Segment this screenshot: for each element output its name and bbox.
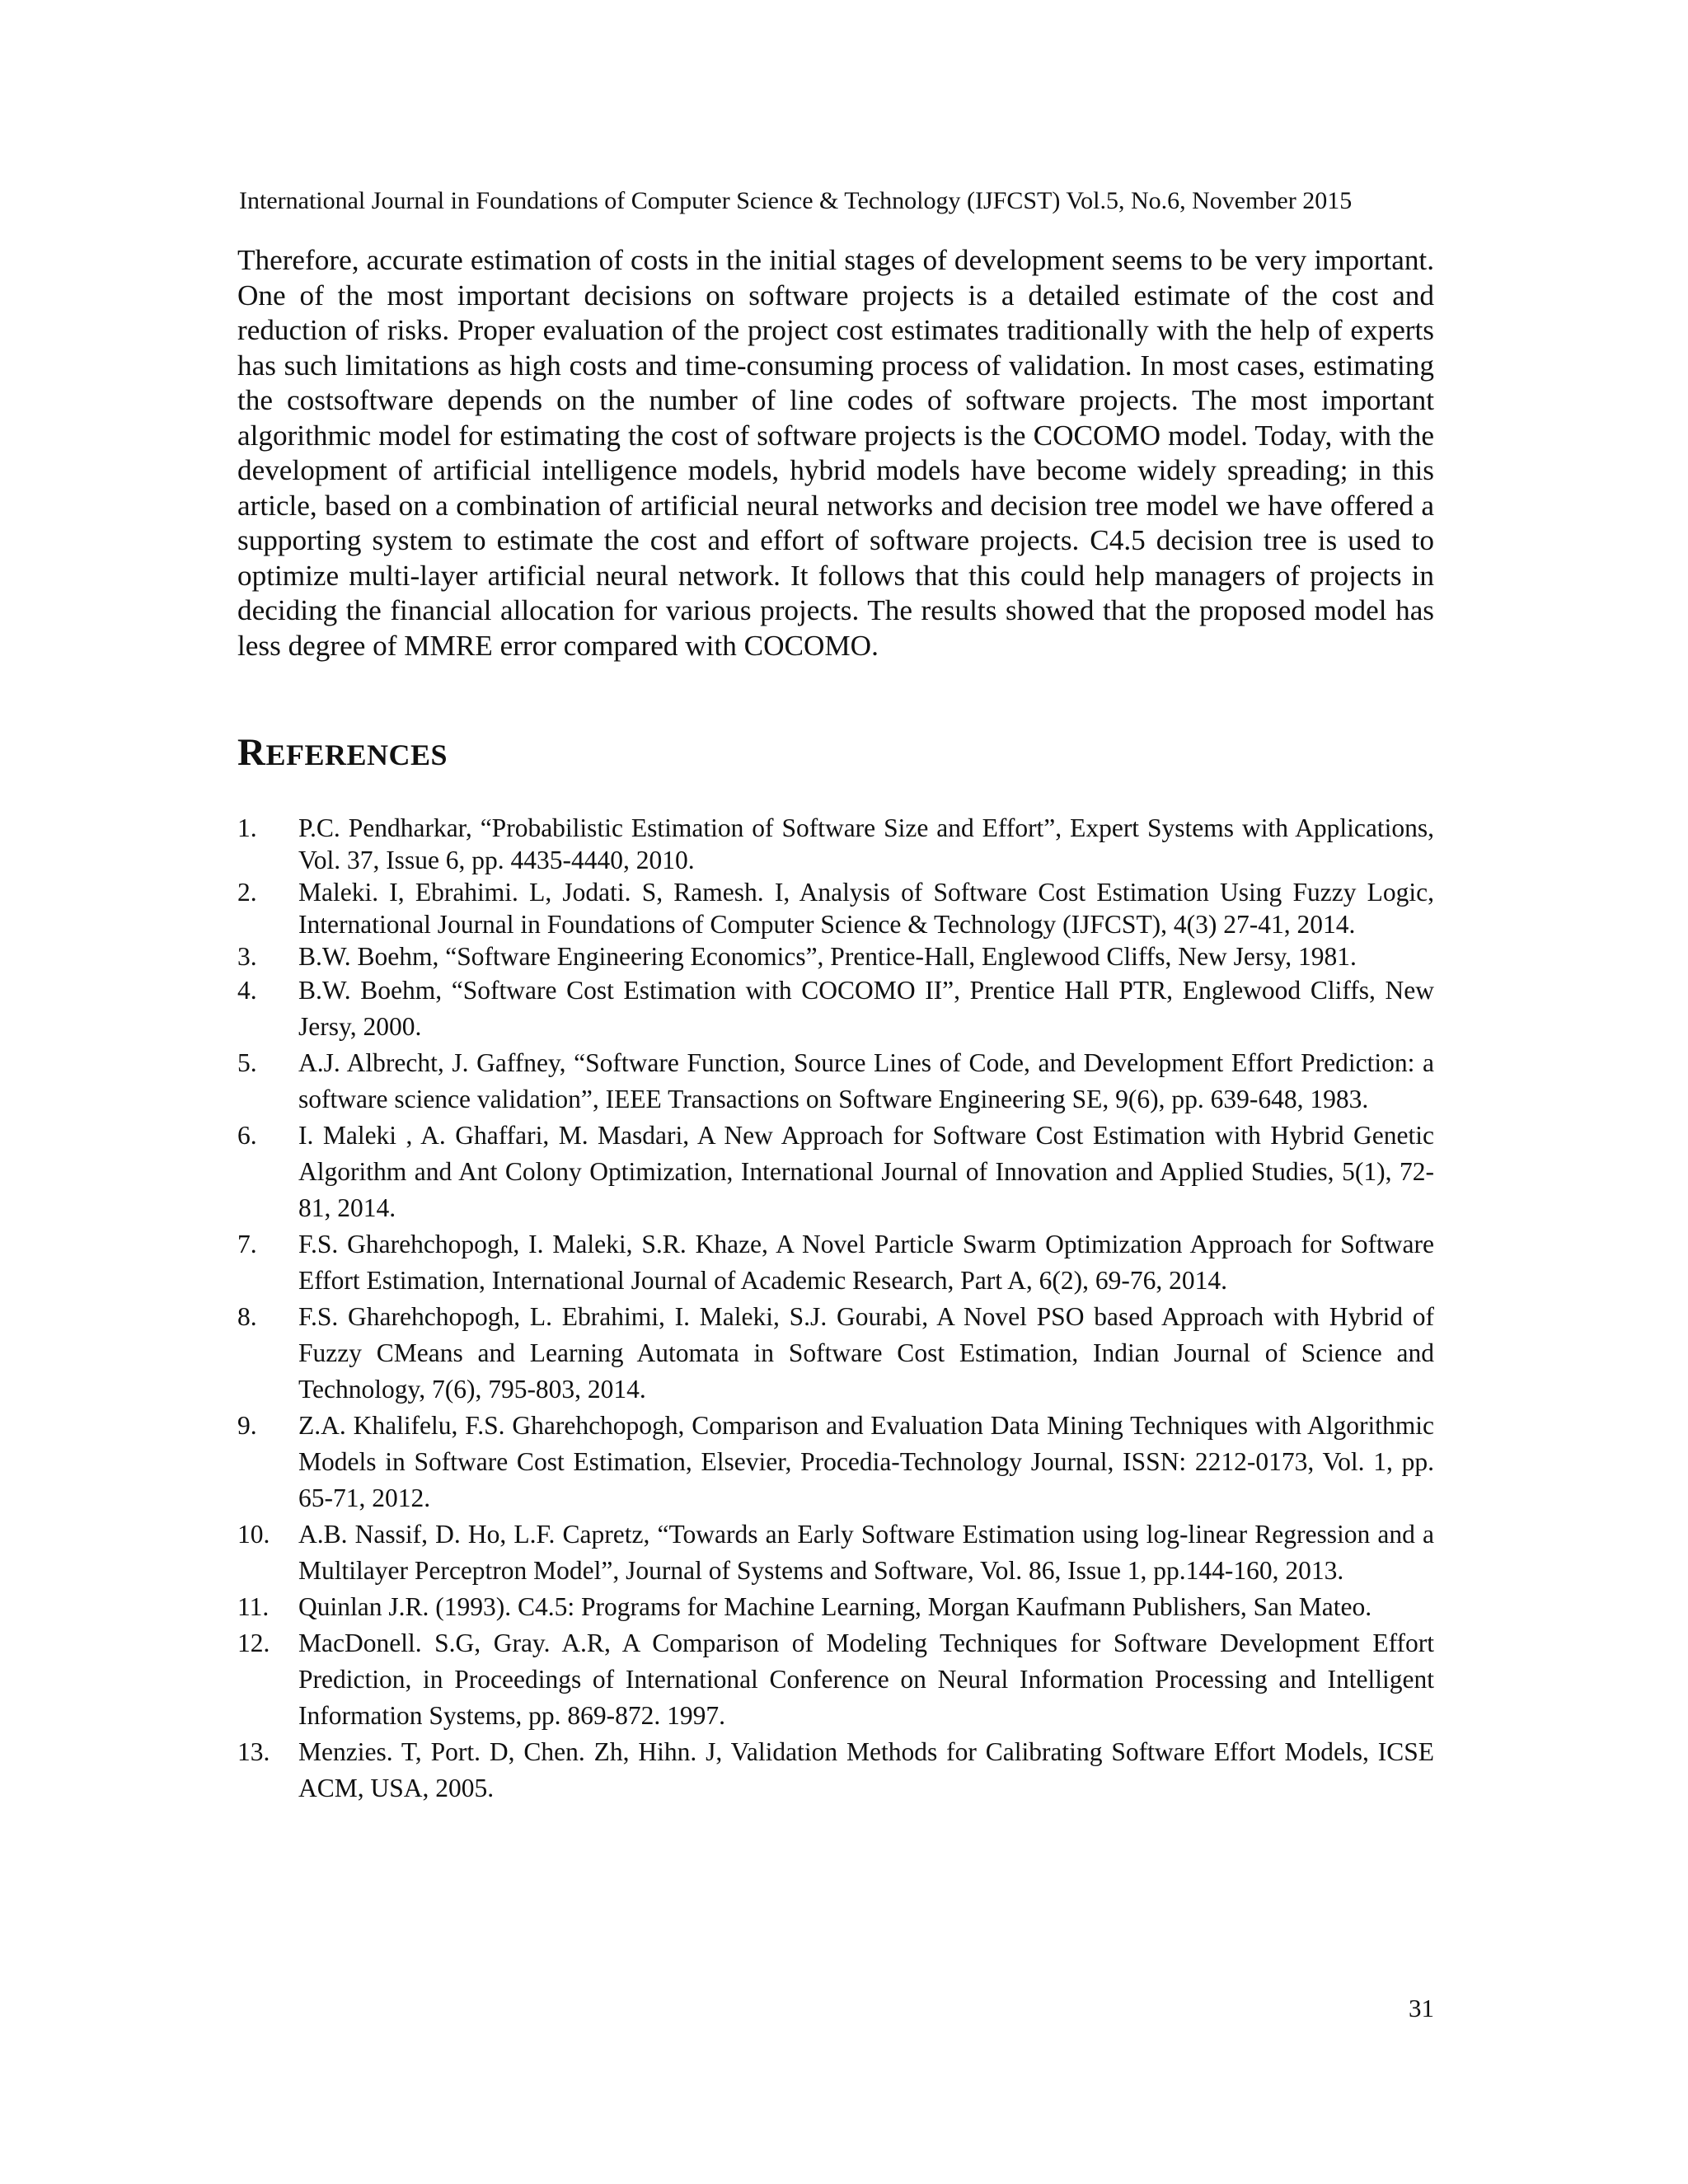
- reference-text: F.S. Gharehchopogh, L. Ebrahimi, I. Maleki, S.J. Gourabi, A Novel PSO based Approach with Hybrid of Fuzzy CMeans and Learning Automata in Software Cost Estimation, Indian Journal of Science and Technology, 7(6), 795-803, 2014.: [298, 1302, 1434, 1404]
- reference-text: F.S. Gharehchopogh, I. Maleki, S.R. Khaze, A Novel Particle Swarm Optimization Approach for Software Effort Estimation, International Journal of Academic Research, Part A, 6(2), 69-76, 2014.: [298, 1230, 1434, 1295]
- reference-number: 8.: [237, 1302, 257, 1331]
- reference-number: 1.: [237, 813, 257, 842]
- reference-number: 7.: [237, 1230, 257, 1258]
- reference-item: [237, 876, 1434, 940]
- reference-text: B.W. Boehm, “Software Engineering Economics”, Prentice-Hall, Englewood Cliffs, New Jersy, 1981.: [298, 942, 1357, 971]
- reference-item: [237, 940, 1434, 972]
- reference-number: 3.: [237, 942, 257, 971]
- reference-item: [237, 1625, 1434, 1734]
- reference-list: [237, 812, 1434, 1807]
- reference-text: A.B. Nassif, D. Ho, L.F. Capretz, “Towards an Early Software Estimation using log-linear Regression and a Multilayer Perceptron Model”, Journal of Systems and Software, Vol. 86, Issue 1, pp.144-160, 2013.: [298, 1520, 1434, 1585]
- reference-text: Quinlan J.R. (1993). C4.5: Programs for Machine Learning, Morgan Kaufmann Publishers, San Mateo.: [298, 1592, 1372, 1621]
- reference-text: Z.A. Khalifelu, F.S. Gharehchopogh, Comparison and Evaluation Data Mining Techniques with Algorithmic Models in Software Cost Estimation, Elsevier, Procedia-Technology Journal, ISSN: 2212-0173, Vol. 1, pp. 65-71, 2012.: [298, 1411, 1434, 1512]
- reference-item: [237, 1045, 1434, 1118]
- references-heading: [237, 732, 448, 776]
- reference-text: A.J. Albrecht, J. Gaffney, “Software Function, Source Lines of Code, and Development Effort Prediction: a software science validation”, IEEE Transactions on Software Engineering SE, 9(6), pp. 639-648, 1983.: [298, 1048, 1434, 1113]
- reference-number: 5.: [237, 1048, 257, 1077]
- reference-item: [237, 812, 1434, 876]
- reference-text: MacDonell. S.G, Gray. A.R, A Comparison of Modeling Techniques for Software Development Effort Prediction, in Proceedings of International Conference on Neural Information Processing and Intelligent Information Systems, pp. 869-872. 1997.: [298, 1629, 1434, 1730]
- reference-text: Maleki. I, Ebrahimi. L, Jodati. S, Ramesh. I, Analysis of Software Cost Estimation Using Fuzzy Logic, International Journal in Foundations of Computer Science & Technology (IJFCST), 4(3) 27-41, 2014.: [298, 878, 1434, 939]
- reference-item: [237, 1118, 1434, 1226]
- reference-number: 4.: [237, 976, 257, 1005]
- reference-item: [237, 1408, 1434, 1516]
- references-heading-initial: R: [237, 731, 266, 774]
- reference-number: 11.: [237, 1592, 270, 1621]
- references-heading-rest: EFERENCES: [265, 738, 448, 771]
- reference-number: 13.: [237, 1737, 270, 1766]
- reference-number: 2.: [237, 878, 257, 907]
- reference-item: [237, 1734, 1434, 1807]
- reference-number: 6.: [237, 1121, 257, 1150]
- reference-number: 10.: [237, 1520, 270, 1549]
- reference-text: P.C. Pendharkar, “Probabilistic Estimation of Software Size and Effort”, Expert Systems with Applications, Vol. 37, Issue 6, pp. 4435-4440, 2010.: [298, 813, 1434, 874]
- reference-item: [237, 1299, 1434, 1408]
- reference-text: B.W. Boehm, “Software Cost Estimation with COCOMO II”, Prentice Hall PTR, Englewood Cliffs, New Jersy, 2000.: [298, 976, 1434, 1041]
- reference-item: [237, 1589, 1434, 1625]
- page-number: 31: [1409, 1994, 1434, 2022]
- reference-item: [237, 972, 1434, 1045]
- body-paragraph: Therefore, accurate estimation of costs in the initial stages of development seems to be very important. One of the most important decisions on software projects is a detailed estimate of the cost and reduction of risks. Proper evaluation of the project cost estimates traditionally with the help of experts has such limitations as high costs and time-consuming process of validation. In most cases, estimating the costsoftware depends on the number of line codes of software projects. The most important algorithmic model for estimating the cost of software projects is the COCOMO model. Today, with the development of artificial intelligence models, hybrid models have become widely spreading; in this article, based on a combination of artificial neural networks and decision tree model we have offered a supporting system to estimate the cost and effort of software projects. C4.5 decision tree is used to optimize multi-layer artificial neural network. It follows that this could help managers of projects in deciding the financial allocation for various projects. The results showed that the proposed model has less degree of MMRE error compared with COCOMO.: [237, 244, 1434, 662]
- reference-item: [237, 1516, 1434, 1589]
- reference-number: 9.: [237, 1411, 257, 1440]
- reference-text: I. Maleki , A. Ghaffari, M. Masdari, A New Approach for Software Cost Estimation with Hybrid Genetic Algorithm and Ant Colony Optimization, International Journal of Innovation and Applied Studies, 5(1), 72-81, 2014.: [298, 1121, 1434, 1222]
- reference-text: Menzies. T, Port. D, Chen. Zh, Hihn. J, Validation Methods for Calibrating Software Effort Models, ICSE ACM, USA, 2005.: [298, 1737, 1434, 1802]
- reference-item: [237, 1226, 1434, 1299]
- running-header: International Journal in Foundations of Computer Science & Technology (IJFCST) Vol.5, No.6, November 2015: [239, 187, 1353, 214]
- reference-number: 12.: [237, 1629, 270, 1657]
